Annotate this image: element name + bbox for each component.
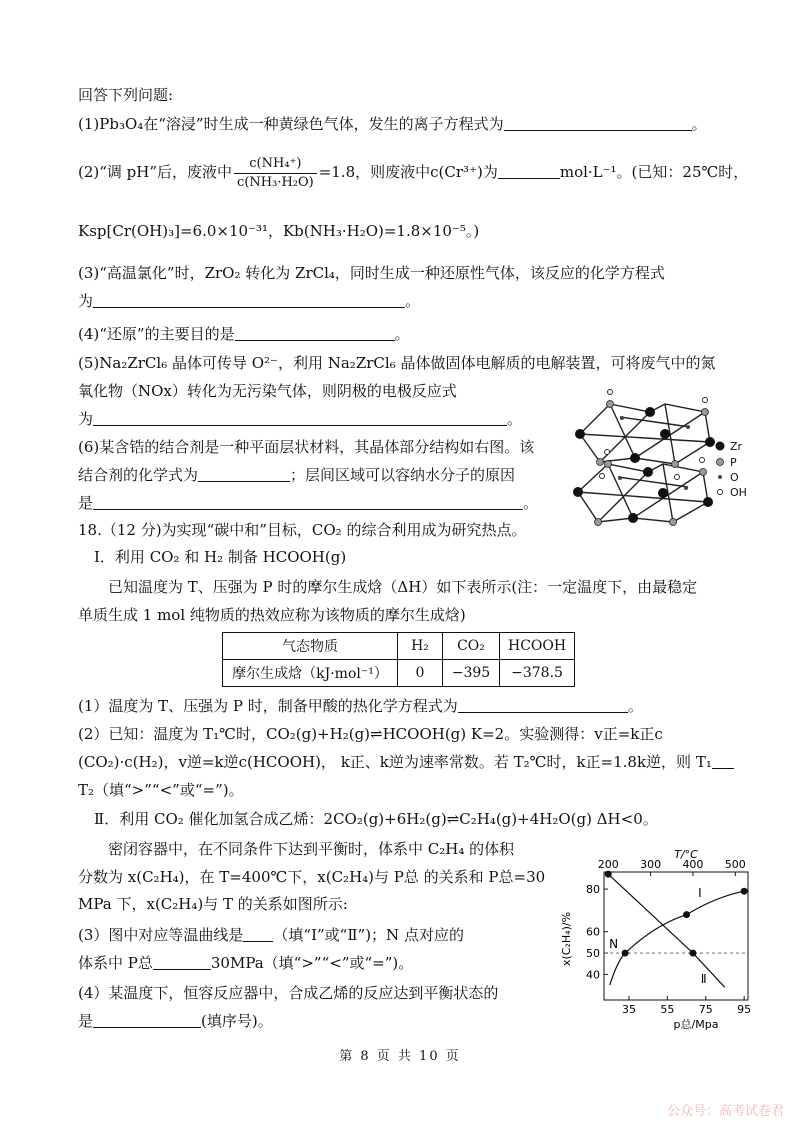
question-4 [78,323,410,345]
table-header-cell: 气态物质 [223,633,398,660]
q18-desc-2: 单质生成 1 mol 纯物质的热效应称为该物质的摩尔生成焓) [78,606,466,624]
answer-blank-18-4[interactable] [93,1011,201,1028]
question-6-reason-prompt: ；层间区域可以容纳水分子的原因 [290,466,516,484]
y-tick-label: 80 [586,883,600,897]
answer-blank-18-3a[interactable] [243,925,273,942]
q18-sub-4-pre: 是 [78,1012,94,1030]
top-tick-label: 200 [597,858,619,871]
q18-part-2: Ⅱ．利用 CO₂ 催化加氢合成乙烯：2CO₂(g)+6H₂(g)⇌C₂H₄(g)+4H₂O(g) ΔH<0。 [94,810,658,828]
question-2-constants: Ksp[Cr(OH)₃]=6.0×10⁻³¹，Kb(NH₃·H₂O)=1.8×10⁻⁵。) [78,222,480,240]
question-1 [78,113,707,135]
series-line-2 [608,874,724,987]
legend-o: O [730,471,739,484]
q18-sub-1-end: 。 [627,697,643,715]
y-tick-label: 50 [586,947,600,961]
question-6-line3 [78,492,538,514]
q18-part-1: Ⅰ．利用 CO₂ 和 H₂ 制备 HCOOH(g) [94,548,347,566]
question-4-text: (4)“还原”的主要目的是 [78,325,235,343]
question-5-pre: 为 [78,410,94,428]
q18-sub-4-line1: (4）某温度下，恒容反应器中，合成乙烯的反应达到平衡状态的 [78,984,499,1002]
question-5-end: 。 [507,410,523,428]
x-tick-label: 55 [660,1003,675,1016]
intro-line: 回答下列问题: [78,86,174,104]
q18-sub-4-end: (填序号)。 [201,1012,273,1030]
q18-sub-4-line2 [78,1010,273,1032]
y-axis-title: x(C₂H₄)/% [560,911,573,966]
ethylene-fraction-chart [556,846,766,1032]
watermark: 公众号：高考试卷君 [666,1104,784,1119]
question-3-line1: (3)“高温氯化”时，ZrO₂ 转化为 ZrCl₄，同时生成一种还原性气体，该反应的化学方程式 [78,264,665,282]
question-6-line1: (6)某含锆的结合剂是一种平面层状材料，其晶体部分结构如右图。该 [78,438,535,456]
q18-sub-2-line1: (2）已知：温度为 T₁℃时，CO₂(g)+H₂(g)⇌HCOOH(g) K=2。实验测得：v正=k正c [78,725,663,743]
question-5-line3 [78,408,522,430]
y-tick-label: 60 [586,925,600,939]
ratio-fraction [234,155,317,192]
data-point [683,911,690,918]
series-label: Ⅱ [700,972,707,987]
legend-oh: OH [730,486,747,499]
table-header-cell: HCOOH [500,633,575,660]
chart-marks [605,871,748,988]
answer-blank-5[interactable] [93,409,507,426]
table-row [223,660,575,687]
fraction-denominator: c(NH₃·H₂O) [237,174,314,190]
question-3-line2 [78,290,420,312]
q18-sub-3-line2 [78,952,413,974]
legend-p: P [730,456,737,469]
q18-sub-1-text: (1）温度为 T、压强为 P 时，制备甲酸的热化学方程式为 [78,697,458,715]
question-1-text: (1)Pb₃O₄在“溶浸”时生成一种黄绿色气体，发生的离子方程式为 [78,115,504,133]
table-cell: −395 [443,660,500,687]
question-2-post: mol·L⁻¹。(已知：25℃时， [559,163,749,181]
table-cell: 0 [398,660,443,687]
question-4-end: 。 [394,325,410,343]
y-tick-label: 40 [586,968,600,982]
answer-blank-6a[interactable] [198,465,290,482]
q18-sub-1 [78,695,643,717]
enthalpy-table [222,632,575,687]
question-6-end: 。 [523,494,539,512]
data-point [605,871,612,878]
answer-blank-18-3b[interactable] [153,953,211,970]
top-axis-title: T/°C [674,848,698,861]
answer-blank-18-1[interactable] [458,696,628,713]
data-point [689,950,696,957]
data-point [741,888,748,895]
table-cell: 摩尔生成焓（kJ·mol⁻¹） [223,660,398,687]
q18-head: 18.（12 分)为实现“碳中和”目标，CO₂ 的综合利用成为研究热点。 [78,521,527,539]
table-header-cell: H₂ [398,633,443,660]
series-label: Ⅰ [698,886,702,901]
table-header-row [223,633,575,660]
answer-blank-18-2[interactable] [712,752,734,769]
question-5-line1: (5)Na₂ZrCl₆ 晶体可传导 O²⁻，利用 Na₂ZrCl₆ 晶体做固体电解质的电解装置，可将废气中的氮 [78,354,716,372]
table-cell: −378.5 [500,660,575,687]
page-footer: 第 8 页 共 10 页 [339,1049,461,1064]
question-6-pre: 是 [78,494,94,512]
q18-para-3: MPa 下，x(C₂H₄)与 T 的关系如图所示: [78,895,348,913]
answer-blank-4[interactable] [235,324,395,341]
q18-sub-3-prompt-b: （填“Ⅰ”或“Ⅱ”)；N 点对应的 [273,926,464,944]
q18-sub-3-prompt-d: 30MPa（填“>”“<”或“=”)。 [210,954,414,972]
point-label-n: N [609,937,619,952]
q18-sub-2-line2 [78,751,734,773]
question-6-line2 [78,464,515,486]
x-tick-label: 75 [698,1003,713,1016]
question-1-end: 。 [691,115,707,133]
x-tick-label: 35 [621,1003,636,1016]
answer-blank-1[interactable] [504,114,692,131]
fraction-numerator: c(NH₄⁺) [234,155,317,174]
top-tick-label: 300 [640,858,662,871]
q18-sub-2-line2-text: (CO₂)·c(H₂)，v逆=k逆c(HCOOH)， k正、k逆为速率常数。若 T₂℃时，k正=1.8k逆，则 T₁ [78,753,712,771]
q18-sub-3-prompt-c: 体系中 P总 [78,954,153,972]
q18-sub-3-prompt-a: (3）图中对应等温曲线是 [78,926,244,944]
top-tick-label: 400 [682,858,704,871]
plot-border [604,872,748,1000]
answer-blank-3[interactable] [93,291,405,308]
x-tick-label: 95 [737,1003,752,1016]
crystal-structure-figure [560,382,760,532]
question-5-line2: 氧化物（NOx）转化为无污染气体，则阴极的电极反应式 [78,382,457,400]
question-2-mid: =1.8，则废液中c(Cr³⁺)为 [318,163,498,181]
legend-zr: Zr [730,440,743,453]
q18-para-2: 分数为 x(C₂H₄)，在 T=400℃下，x(C₂H₄)与 P总 的关系和 P总=30 [78,868,546,886]
question-2-pre: (2)“调 pH”后，废液中 [78,163,233,181]
data-point [622,950,629,957]
question-3-end: 。 [405,292,421,310]
q18-sub-2-line3: T₂（填“>”“<”或“=”)。 [78,781,244,799]
top-tick-label: 500 [724,858,746,871]
q18-sub-3-line1 [78,924,464,946]
question-6-formula-prompt: 结合剂的化学式为 [78,466,199,484]
question-3-pre: 为 [78,292,94,310]
answer-blank-2[interactable] [498,162,560,179]
answer-blank-6b[interactable] [93,493,523,510]
q18-desc-1: 已知温度为 T、压强为 P 时的摩尔生成焓（ΔH）如下表所示(注：一定温度下，由最稳定 [108,578,698,596]
chart-frame [560,848,751,1031]
q18-para-1: 密闭容器中，在不同条件下达到平衡时，体系中 C₂H₄ 的体积 [108,840,515,858]
x-axis-title: p总/Mpa [673,1018,719,1031]
question-2 [78,150,748,194]
table-header-cell: CO₂ [443,633,500,660]
